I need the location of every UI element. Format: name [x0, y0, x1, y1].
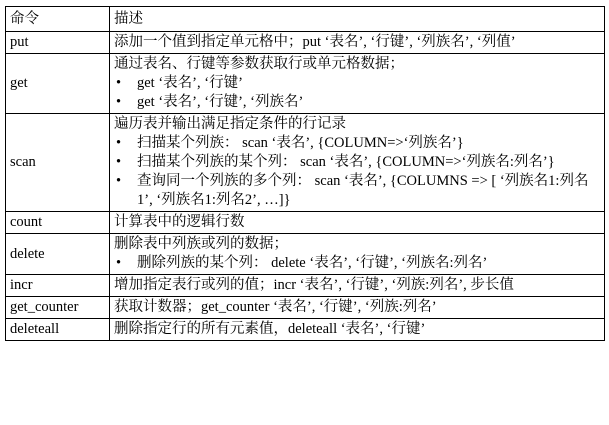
bullet-list — [114, 254, 600, 273]
command-cell: get — [6, 54, 110, 114]
description-text: 删除表中列族或列的数据； — [114, 236, 288, 252]
description-cell — [110, 275, 605, 297]
description-cell — [110, 212, 605, 234]
description-cell — [110, 54, 605, 114]
command-cell: get_counter — [6, 297, 110, 319]
header-command: 命令 — [6, 7, 110, 32]
bullet-item — [114, 172, 600, 210]
description-text: 获取计数器；get_counter ‘表名’, ‘行键’, ‘列族:列名’ — [114, 299, 437, 315]
description-text: 删除指定行的所有元素值，deleteall ‘表名’, ‘行键’ — [114, 321, 426, 337]
description-cell — [110, 114, 605, 212]
bullet-icon: • — [116, 94, 122, 110]
command-cell: incr — [6, 275, 110, 297]
command-cell: put — [6, 32, 110, 54]
bullet-text: 删除列族的某个列： delete ‘表名’, ‘行键’, ‘列族名:列名’ — [137, 255, 488, 271]
bullet-item — [114, 74, 600, 93]
bullet-list — [114, 74, 600, 112]
table-body — [6, 32, 605, 341]
bullet-item — [114, 93, 600, 112]
bullet-text: get ‘表名’, ‘行键’ — [137, 75, 243, 91]
bullet-item — [114, 134, 600, 153]
description-text: 添加一个值到指定单元格中；put ‘表名’, ‘行键’, ‘列族名’, ‘列值’ — [114, 34, 516, 50]
table-row-count — [6, 212, 605, 234]
command-table-container — [5, 6, 604, 341]
bullet-icon: • — [116, 75, 122, 91]
command-cell: deleteall — [6, 319, 110, 341]
bullet-item — [114, 254, 600, 273]
bullet-text: get ‘表名’, ‘行键’, ‘列族名’ — [137, 94, 304, 110]
bullet-text: 扫描某个列族： scan ‘表名’, {COLUMN=>‘列族名’} — [137, 135, 464, 151]
description-cell — [110, 297, 605, 319]
bullet-icon: • — [116, 173, 122, 189]
table-row-get — [6, 54, 605, 114]
description-text: 计算表中的逻辑行数 — [114, 214, 245, 230]
description-text: 通过表名、行键等参数获取行或单元格数据； — [114, 56, 404, 72]
command-cell: delete — [6, 234, 110, 275]
description-cell — [110, 234, 605, 275]
table-header-row — [6, 7, 605, 32]
bullet-list — [114, 134, 600, 210]
bullet-text: 扫描某个列族的某个列： scan ‘表名’, {COLUMN=>‘列族名:列名’} — [137, 154, 555, 170]
description-cell — [110, 32, 605, 54]
table-row-put — [6, 32, 605, 54]
table-row-deleteall — [6, 319, 605, 341]
command-cell: scan — [6, 114, 110, 212]
command-table — [5, 6, 605, 341]
bullet-icon: • — [116, 154, 122, 170]
bullet-icon: • — [116, 255, 122, 271]
table-row-scan — [6, 114, 605, 212]
description-text: 增加指定表行或列的值；incr ‘表名’, ‘行键’, ‘列族:列名’, 步长值 — [114, 277, 514, 293]
description-cell — [110, 319, 605, 341]
bullet-item — [114, 153, 600, 172]
header-description: 描述 — [110, 7, 605, 32]
bullet-text: 查询同一个列族的多个列： scan ‘表名’, {COLUMNS => [ ‘列族名1:列名1’, ‘列族名1:列名2’, …]} — [137, 173, 589, 208]
table-row-get-counter — [6, 297, 605, 319]
description-text: 遍历表并输出满足指定条件的行记录 — [114, 116, 346, 132]
bullet-icon: • — [116, 135, 122, 151]
table-row-delete — [6, 234, 605, 275]
command-cell: count — [6, 212, 110, 234]
table-row-incr — [6, 275, 605, 297]
